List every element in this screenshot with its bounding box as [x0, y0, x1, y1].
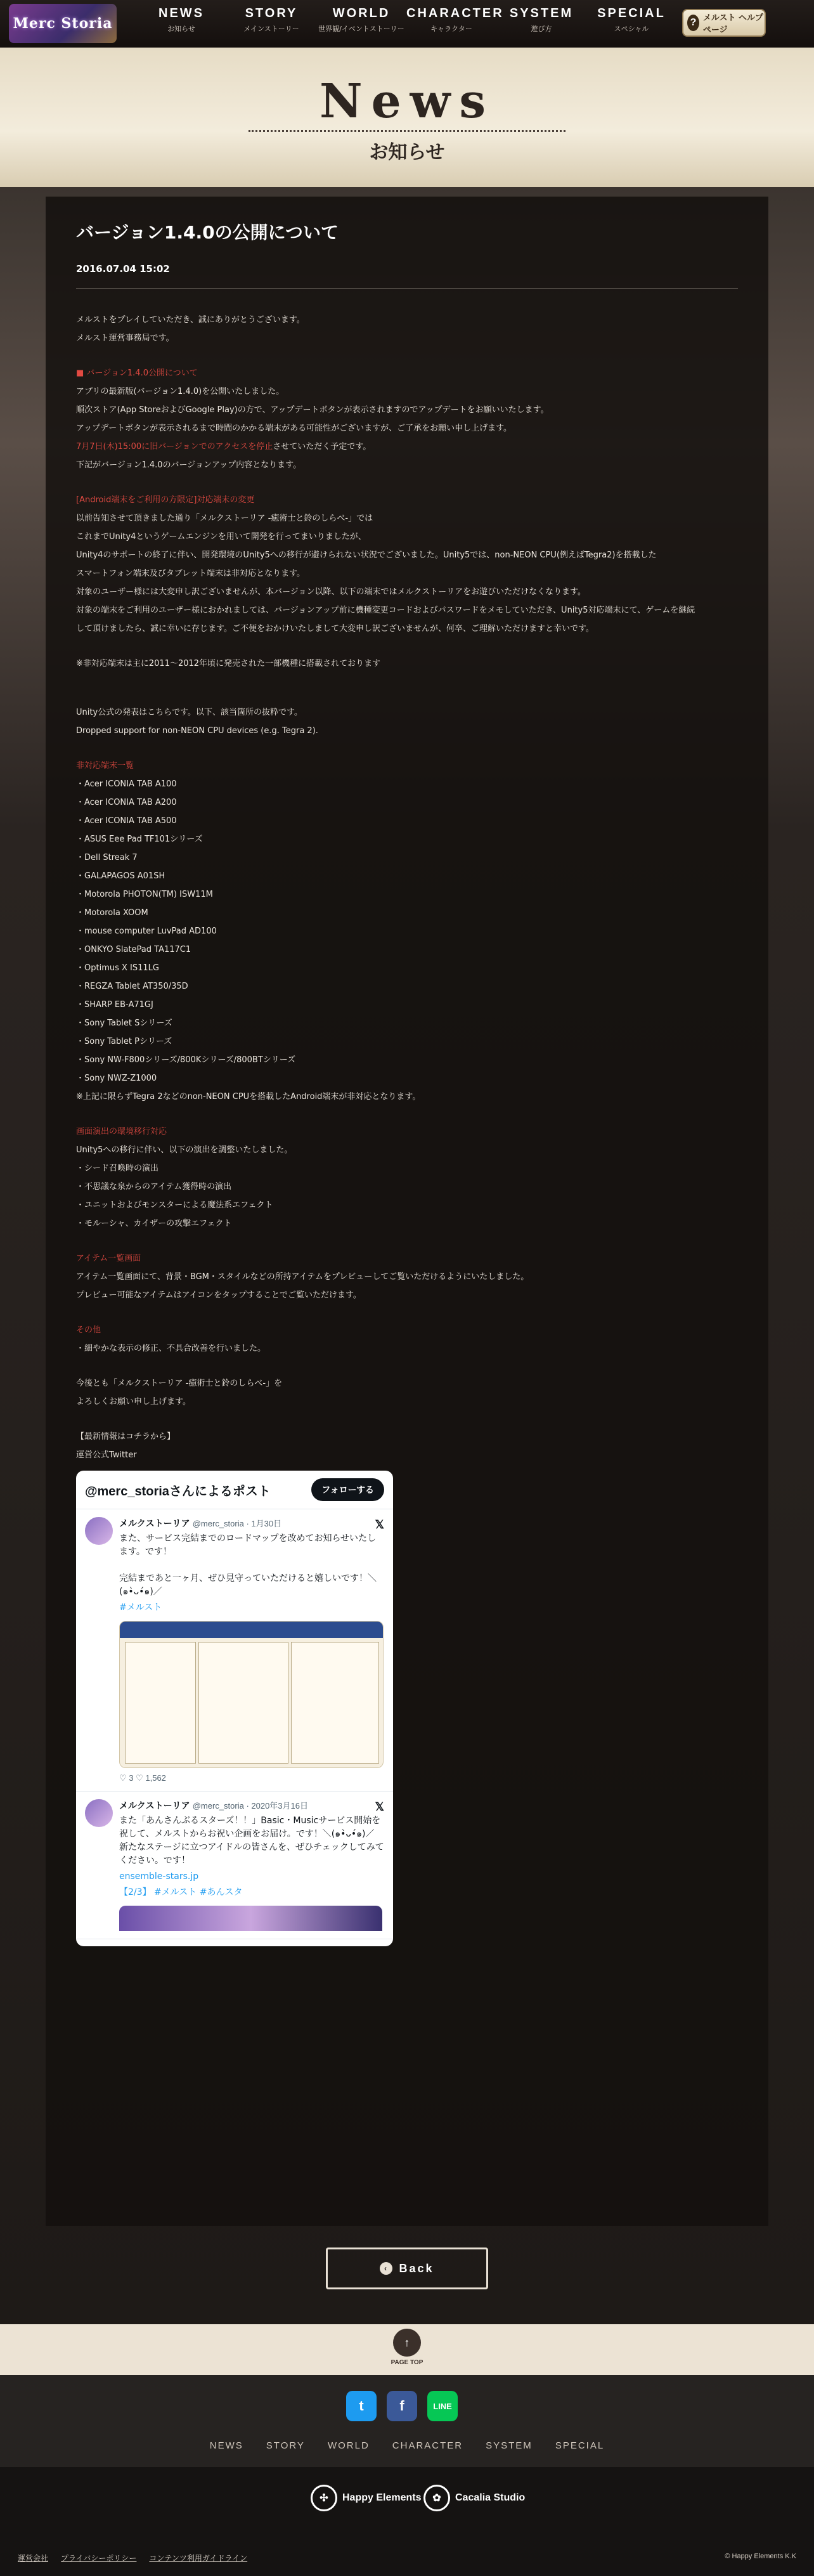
spacer: [76, 740, 735, 757]
body-text: ・Sony NWZ-Z1000: [76, 1074, 157, 1083]
body-text: 運営公式Twitter: [76, 1450, 137, 1460]
body-text: ・Motorola PHOTON(TM) ISW11M: [76, 890, 213, 899]
nav-sublabel: キャラクター: [430, 25, 472, 33]
body-text: ・SHARP EB-A71GJ: [76, 1000, 153, 1010]
body-text: 以前告知させて頂きました通り「メルクストーリア -癒術士と鈴のしらべ-」では: [76, 514, 373, 523]
legal-links: [18, 2553, 247, 2563]
body-text: メルスト運営事務局です。: [76, 334, 174, 343]
section-heading: その他: [76, 1325, 101, 1335]
spacer: [76, 1304, 735, 1321]
nav-sublabel: スペシャル: [614, 25, 649, 33]
back-label: Back: [399, 2261, 434, 2275]
tweet-text: また、サービス完結までのロードマップを改めてお知らせいたします。です！ 完結まであと一ヶ月、ぜひ見守っていただけると嬉しいです！＼(๑•̀ᴗ•́๑)／: [119, 1533, 377, 1597]
body-text: ・Acer ICONIA TAB A100: [76, 779, 177, 789]
body-text: ・細やかな表示の修正、不具合改善を行いました。: [76, 1344, 266, 1353]
cacalia-studio-logo[interactable]: [423, 2485, 525, 2511]
section-heading: 非対応端末一覧: [76, 761, 134, 771]
body-text: これまでUnity4というゲームエンジンを用いて開発を行ってまいりましたが、: [76, 532, 366, 542]
body-text: アプリの最新版(バージョン1.4.0)を公開いたしました。: [76, 387, 285, 396]
section-heading: [Android端末をご利用の方限定]対応端末の変更: [76, 495, 255, 505]
tweet-hashtag[interactable]: #メルスト: [119, 1603, 162, 1613]
nav-item-special[interactable]: [586, 6, 676, 34]
body-text: メルストをプレイしていただき、誠にありがとうございます。: [76, 315, 305, 325]
body-text: 対象のユーザー様には大変申し訳ございませんが、本バージョン以降、以下の端末ではメルクストーリアをお遊びいただけなくなります。: [76, 587, 586, 597]
body-text: アップデートボタンが表示されるまで時間のかかる端末がある可能性がございますが、ご了承をお願い申し上げます。: [76, 424, 512, 433]
footer-nav: [0, 2440, 814, 2451]
body-text: ・Dell Streak 7: [76, 853, 138, 862]
body-text: ・Acer ICONIA TAB A200: [76, 798, 177, 807]
body-text: よろしくお願い申し上げます。: [76, 1397, 191, 1407]
help-label: メルスト ヘルプページ: [702, 13, 764, 35]
tweet[interactable]: [76, 1509, 393, 1792]
highlight-text: 7月7日(木)15:00に旧バージョンでのアクセスを停止: [76, 442, 273, 452]
nav-sublabel: お知らせ: [167, 25, 195, 33]
body-text: ※上記に限らずTegra 2などのnon-NEON CPUを搭載したAndroid端末が非対応となります。: [76, 1092, 421, 1102]
tweet-author[interactable]: メルクストーリア: [119, 1801, 190, 1811]
tweet-text: また「あんさんぶるスターズ！！」Basic・Musicサービス開始を祝して、メルストからお祝い企画をお届け。です！＼(๑•̀ᴗ•́๑)／ 新たなステージに立つアイドルの皆さんを、ぜひチェックしてみてください。です！: [119, 1816, 384, 1866]
nav-sublabel: 世界観/イベントストーリー: [318, 25, 404, 33]
twitter-icon[interactable]: t: [346, 2391, 377, 2421]
arrow-up-icon: ↑: [393, 2329, 421, 2357]
body-text: ・mouse computer LuvPad AD100: [76, 927, 217, 936]
spacer: [76, 348, 735, 364]
brand-name: Cacalia Studio: [455, 2492, 526, 2503]
notice-line: [76, 438, 735, 456]
spacer: [76, 673, 735, 703]
body-text: ・ASUS Eee Pad TF101シリーズ: [76, 835, 203, 844]
tweet-actions[interactable]: ♡ 3 ♡ 1,562: [119, 1773, 166, 1783]
body-text: 【最新情報はコチラから】: [76, 1432, 176, 1441]
nav-item-system[interactable]: [496, 6, 586, 34]
nav-item-story[interactable]: [226, 6, 316, 34]
body-text: して頂けましたら、誠に幸いに存じます。ご不便をおかけいたしまして大変申し訳ございませんが、何卒、ご理解いただけますと幸いです。: [76, 624, 594, 634]
twitter-embed-title: @merc_storiaさんによるポスト: [85, 1484, 271, 1499]
company-link[interactable]: 運営会社: [18, 2554, 49, 2563]
facebook-icon[interactable]: f: [387, 2391, 417, 2421]
body-text: 順次ストア(App StoreおよびGoogle Play)の方で、アップデートボタンが表示されますのでアップデートをお願いいたします。: [76, 405, 549, 415]
brand-name: Happy Elements: [342, 2492, 422, 2503]
question-icon: ?: [687, 15, 699, 31]
body-text: ・ONKYO SlatePad TA117C1: [76, 945, 191, 954]
body-text: 対象の端末をご利用のユーザー様におかれましては、バージョンアップ前に機種変更コードおよびパスワードをメモしていただき、Unity5対応端末にて、ゲームを継続: [76, 606, 695, 615]
help-page-button[interactable]: [682, 9, 766, 37]
body-text: ・Sony Tablet Sシリーズ: [76, 1018, 172, 1028]
nav-item-character[interactable]: [406, 6, 504, 34]
body-text: Unity公式の発表はこちらです。以下、該当箇所の抜粋です。: [76, 708, 302, 717]
section-heading: 画面演出の環境移行対応: [76, 1127, 167, 1136]
site-header: [0, 0, 814, 48]
nav-label: SPECIAL: [597, 6, 666, 20]
tweet-meta: @merc_storia · 2020年3月16日: [192, 1801, 309, 1811]
copyright: © Happy Elements K.K: [725, 2553, 796, 2560]
section-heading: アイテム一覧画面: [76, 1254, 141, 1263]
footer-nav-system[interactable]: SYSTEM: [486, 2440, 533, 2451]
body-text: ・GALAPAGOS A01SH: [76, 871, 165, 881]
article-date: 2016.07.04 15:02: [76, 263, 170, 275]
avatar[interactable]: [85, 1517, 113, 1545]
nav-item-world[interactable]: [316, 6, 406, 34]
flower-icon: ✿: [423, 2485, 450, 2511]
body-text: ・Sony Tablet Pシリーズ: [76, 1037, 172, 1046]
nav-label: SYSTEM: [509, 6, 574, 20]
body-text: ※非対応端末は主に2011〜2012年頃に発売された一部機種に搭載されております: [76, 659, 381, 668]
title-divider: [249, 130, 565, 132]
body-text: ・Optimus X IS11LG: [76, 963, 159, 973]
site-logo[interactable]: Merc Storia: [9, 4, 117, 43]
body-text: 今後とも「メルクストーリア -癒術士と鈴のしらべ-」を: [76, 1379, 283, 1388]
body-text: アイテム一覧画面にて、背景・BGM・スタイルなどの所持アイテムをプレビューしてご覧いただけるようにいたしました。: [76, 1272, 529, 1282]
body-text: ・Acer ICONIA TAB A500: [76, 816, 177, 826]
page-hero: [0, 48, 814, 187]
arrow-left-icon: ‹: [380, 2262, 392, 2275]
section-heading: ■ バージョン1.4.0公開について: [76, 368, 198, 378]
footer-nav-character[interactable]: CHARACTER: [392, 2440, 463, 2451]
back-button[interactable]: [326, 2247, 488, 2289]
nav-item-news[interactable]: [136, 6, 226, 34]
social-links: [346, 2391, 458, 2421]
body-text: ・ユニットおよびモンスターによる魔法系エフェクト: [76, 1200, 273, 1210]
spacer: [76, 1106, 735, 1122]
tweet-hashtag[interactable]: 【2/3】 #メルスト #あんスタ: [119, 1887, 243, 1897]
nav-sublabel: メインストーリー: [243, 25, 299, 33]
spacer: [76, 474, 735, 491]
twitter-embed[interactable]: [76, 1471, 393, 1946]
footer-nav-story[interactable]: STORY: [266, 2440, 305, 2451]
follow-button[interactable]: フォローする: [311, 1478, 384, 1501]
footer-nav-news[interactable]: NEWS: [209, 2440, 243, 2451]
footer-nav-special[interactable]: SPECIAL: [555, 2440, 605, 2451]
nav-label: STORY: [245, 6, 298, 20]
notice-text: させていただく予定です。: [273, 442, 371, 452]
page-title: News: [319, 74, 495, 129]
body-text: ・Motorola XOOM: [76, 908, 148, 918]
body-text: ・Sony NW-F800シリーズ/800Kシリーズ/800BTシリーズ: [76, 1055, 296, 1065]
article-title: バージョン1.4.0の公開について: [76, 222, 339, 243]
privacy-policy-link[interactable]: プライバシーポリシー: [61, 2554, 137, 2563]
spacer: [76, 1233, 735, 1249]
body-text: Unity5への移行に伴い、以下の演出を調整いたしました。: [76, 1145, 293, 1155]
twitter-embed-header: [76, 1471, 393, 1509]
tweet-meta: @merc_storia · 1月30日: [192, 1519, 282, 1528]
content-guideline-link[interactable]: コンテンツ利用ガイドライン: [149, 2554, 248, 2563]
tweet-image[interactable]: [119, 1906, 382, 1931]
body-text: スマートフォン端末及びタブレット端末は非対応となります。: [76, 569, 306, 578]
avatar[interactable]: [85, 1799, 113, 1827]
tweet-image-roadmap[interactable]: [119, 1621, 384, 1768]
spacer: [76, 1358, 735, 1374]
body-text: ・モルーシャ、カイザーの攻撃エフェクト: [76, 1219, 232, 1228]
line-icon[interactable]: LINE: [427, 2391, 458, 2421]
body-text: ・不思議な泉からのアイテム獲得時の演出: [76, 1182, 232, 1192]
x-logo-icon[interactable]: 𝕏: [375, 1518, 384, 1531]
body-text: プレビュー可能なアイテムはアイコンをタップすることでご覧いただけます。: [76, 1291, 361, 1300]
nav-sublabel: 遊び方: [531, 25, 552, 33]
page-top-button[interactable]: [387, 2329, 427, 2366]
nav-label: WORLD: [332, 6, 391, 20]
tweet-author[interactable]: メルクストーリア: [119, 1519, 190, 1529]
footer-nav-world[interactable]: WORLD: [327, 2440, 370, 2451]
main-nav: [136, 6, 676, 34]
body-text: ・シード召喚時の演出: [76, 1164, 159, 1173]
tweet-link[interactable]: ensemble-stars.jp: [119, 1871, 199, 1882]
nav-label: NEWS: [158, 6, 204, 20]
x-logo-icon[interactable]: 𝕏: [375, 1800, 384, 1813]
article-body: [76, 311, 735, 1946]
page-top-label: PAGE TOP: [391, 2359, 423, 2366]
pinwheel-icon: ✣: [311, 2485, 337, 2511]
page-subtitle: お知らせ: [369, 141, 445, 164]
body-text: ・REGZA Tablet AT350/35D: [76, 982, 188, 991]
body-text: 下記がバージョン1.4.0のバージョンアップ内容となります。: [76, 460, 302, 470]
tweet[interactable]: [76, 1792, 393, 1939]
body-text: Dropped support for non-NEON CPU devices (e.g. Tegra 2).: [76, 726, 318, 736]
spacer: [76, 638, 735, 654]
body-text: Unity4のサポートの終了に伴い、開発環境のUnity5への移行が避けられない状況でございました。Unity5では、non-NEON CPU(例えばTegra2)を搭載した: [76, 550, 657, 560]
nav-label: CHARACTER: [406, 6, 504, 20]
happy-elements-logo[interactable]: [311, 2485, 421, 2511]
spacer: [76, 1411, 735, 1428]
